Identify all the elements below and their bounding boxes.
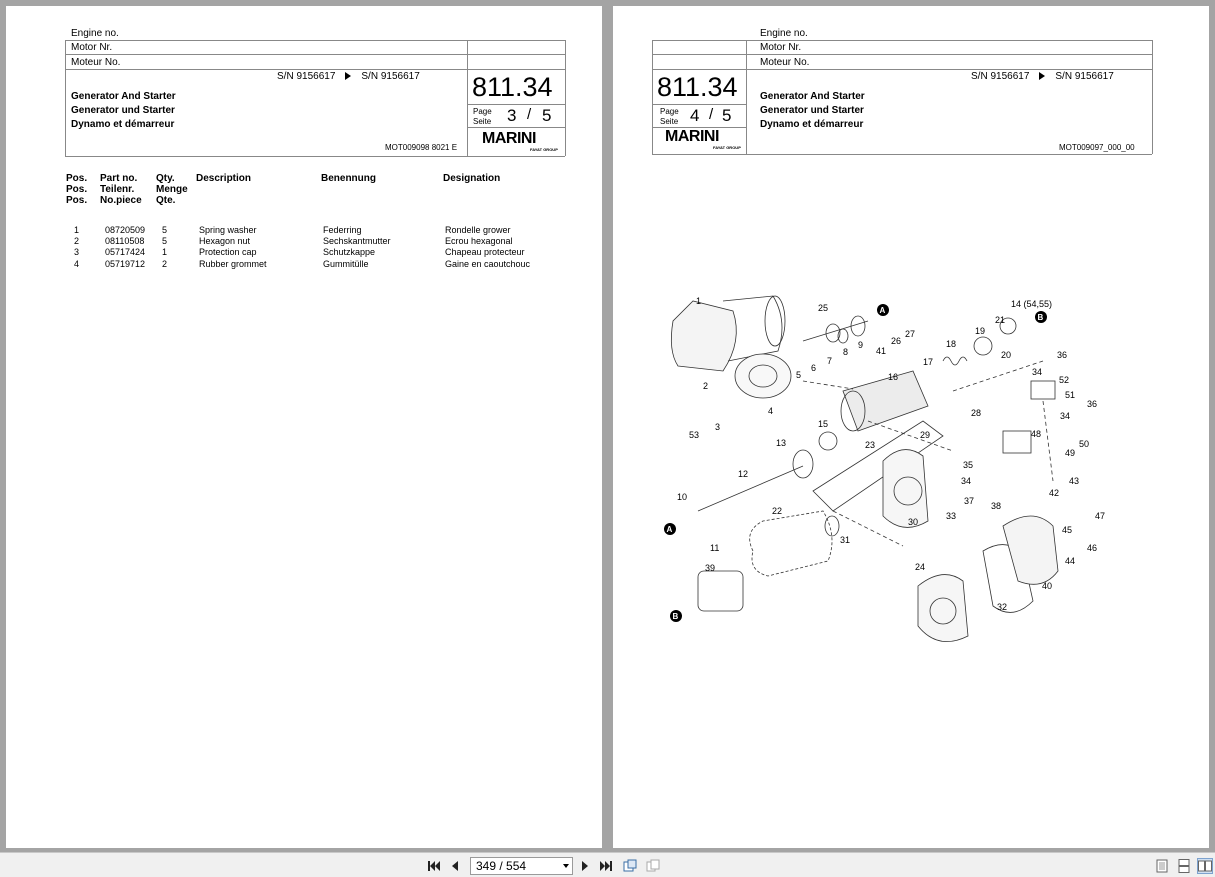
diagram-label: 18 xyxy=(946,339,957,349)
diagram-label: 24 xyxy=(915,562,926,572)
page-separator: / xyxy=(527,106,532,123)
title-de: Generator und Starter xyxy=(71,105,175,116)
diagram-label: 45 xyxy=(1062,525,1073,535)
viewer-toolbar xyxy=(0,852,1215,877)
diagram-label: 39 xyxy=(705,563,716,573)
serial-from: S/N 9156617 xyxy=(277,71,336,82)
diagram-label: 26 xyxy=(891,336,902,346)
diagram-label: 53 xyxy=(689,430,700,440)
diagram-label: 47 xyxy=(1095,511,1106,521)
col-designation: Designation xyxy=(443,173,501,184)
title-en: Generator And Starter xyxy=(71,91,176,102)
next-page-button[interactable] xyxy=(577,858,593,874)
col-part-no: Part no. Teilenr. No.piece xyxy=(100,173,142,206)
logo-subtitle: FAYAT GROUP xyxy=(530,147,558,152)
serial-to: S/N 9156617 xyxy=(1055,71,1114,82)
diagram-label: 22 xyxy=(772,506,783,516)
diagram-label: 43 xyxy=(1069,476,1080,486)
diagram-label: 29 xyxy=(920,430,931,440)
col-pos: Pos. Pos. Pos. xyxy=(66,173,88,206)
copy-button[interactable] xyxy=(645,858,661,874)
serial-range xyxy=(277,71,420,82)
col-description: Description xyxy=(196,173,252,184)
arrow-right-icon xyxy=(345,72,351,80)
diagram-label: 35 xyxy=(963,460,974,470)
moteur-no-label: Moteur No. xyxy=(71,57,121,68)
left-page: Engine no. Motor Nr. Moteur No. S/N 9156617 S/N 9156617 Generator And Starter Generator und Starter Dynamo et démarreur 811.34 Page Seite 3 / 5 MARINI FAYAT GROUP MOT009098 8021 E Pos. Pos. Pos. Part no. Teilenr. No.piece Qty. Menge Qte. Description Benennung Designation 1 08720509 5 Spring washer Federring Rondelle grower 2 08110508 5 Hexagon nut Sechskantmutter Ecrou hexagonal 3 05717424 1 Protection cap Schutzkappe Chapeau protecteur 4 05719712 2 Rubber grommet Gummitülle Gaine en caoutchouc xyxy=(6,6,602,848)
diagram-label: 27 xyxy=(905,329,916,339)
diagram-label: 34 xyxy=(1060,411,1071,421)
continuous-view-icon xyxy=(1178,859,1190,873)
diagram-label: 49 xyxy=(1065,448,1076,458)
diagram-label: 38 xyxy=(991,501,1002,511)
two-page-view-button[interactable] xyxy=(1197,858,1213,874)
last-page-icon xyxy=(599,860,613,872)
page-total: 5 xyxy=(542,106,552,125)
title-de: Generator und Starter xyxy=(760,105,864,116)
engine-no-label: Engine no. xyxy=(760,28,808,39)
diagram-label: 15 xyxy=(818,419,829,429)
diagram-label: 34 xyxy=(1032,367,1043,377)
diagram-label: 16 xyxy=(888,372,899,382)
diagram-label: 9 xyxy=(858,340,864,350)
diagram-label: 31 xyxy=(840,535,851,545)
section-number: 811.34 xyxy=(472,72,553,102)
diagram-label: 44 xyxy=(1065,556,1076,566)
page-separator: / xyxy=(709,106,714,123)
diagram-label: 33 xyxy=(946,511,957,521)
arrow-right-icon xyxy=(1039,72,1045,80)
diagram-label: 3 xyxy=(715,422,721,432)
rotate-icon xyxy=(622,859,638,873)
single-page-view-icon xyxy=(1156,859,1168,873)
diagram-label: A xyxy=(879,306,886,315)
page-label: Page xyxy=(660,107,679,116)
motor-nr-label: Motor Nr. xyxy=(760,42,802,53)
diagram-label: 1 xyxy=(696,296,702,306)
title-fr: Dynamo et démarreur xyxy=(71,119,175,130)
diagram-label: 34 xyxy=(961,476,972,486)
serial-range xyxy=(971,71,1114,82)
seite-label: Seite xyxy=(473,117,492,126)
prev-page-button[interactable] xyxy=(447,858,463,874)
diagram-label: 4 xyxy=(768,406,774,416)
diagram-label: 50 xyxy=(1079,439,1090,449)
diagram-label: 28 xyxy=(971,408,982,418)
prev-page-icon xyxy=(450,860,460,872)
diagram-label: 41 xyxy=(876,346,887,356)
page-total: 5 xyxy=(722,106,732,125)
diagram-label: B xyxy=(1037,313,1044,322)
diagram-label: 37 xyxy=(964,496,975,506)
page-indicator-text: 349 / 554 xyxy=(476,859,527,873)
diagram-label: 7 xyxy=(827,356,833,366)
page-current: 3 xyxy=(507,106,517,125)
diagram-label: B xyxy=(672,612,679,621)
moteur-no-label: Moteur No. xyxy=(760,57,810,68)
diagram-label: 46 xyxy=(1087,543,1098,553)
section-number: 811.34 xyxy=(657,72,738,102)
title-fr: Dynamo et démarreur xyxy=(760,119,864,130)
diagram-label: 32 xyxy=(997,602,1008,612)
rotate-button[interactable] xyxy=(622,858,638,874)
diagram-label: 36 xyxy=(1087,399,1098,409)
diagram-label: 2 xyxy=(703,381,709,391)
diagram-label: A xyxy=(666,525,673,534)
diagram-label: 11 xyxy=(710,543,720,553)
two-page-view-icon xyxy=(1198,860,1212,872)
diagram-label: 17 xyxy=(923,357,934,367)
first-page-button[interactable] xyxy=(426,858,442,874)
col-benennung: Benennung xyxy=(321,173,376,184)
diagram-label: 14 (54,55) xyxy=(1011,299,1053,309)
doc-code: MOT009097_000_00 xyxy=(1059,143,1135,152)
diagram-label: 19 xyxy=(975,326,986,336)
diagram-label: 23 xyxy=(865,440,876,450)
diagram-label: 52 xyxy=(1059,375,1070,385)
diagram-label: 25 xyxy=(818,303,829,313)
seite-label: Seite xyxy=(660,117,679,126)
diagram-label: 51 xyxy=(1065,390,1076,400)
single-page-view-button[interactable] xyxy=(1154,858,1170,874)
col-qty: Qty. Menge Qte. xyxy=(156,173,188,206)
page-number-input[interactable] xyxy=(470,857,573,875)
diagram-label: 40 xyxy=(1042,581,1053,591)
diagram-label: 36 xyxy=(1057,350,1068,360)
engine-no-label: Engine no. xyxy=(71,28,119,39)
exploded-parts-diagram xyxy=(653,281,1123,651)
title-en: Generator And Starter xyxy=(760,91,865,102)
marini-logo: MARINI xyxy=(665,128,719,145)
first-page-icon xyxy=(427,860,441,872)
last-page-button[interactable] xyxy=(598,858,614,874)
diagram-label: 13 xyxy=(776,438,787,448)
serial-to: S/N 9156617 xyxy=(361,71,420,82)
diagram-label: 6 xyxy=(811,363,817,373)
diagram-label: 12 xyxy=(738,469,749,479)
motor-nr-label: Motor Nr. xyxy=(71,42,113,53)
page-current: 4 xyxy=(690,106,700,125)
diagram-label: 48 xyxy=(1031,429,1042,439)
diagram-label: 30 xyxy=(908,517,919,527)
doc-code: MOT009098 8021 E xyxy=(385,143,458,152)
diagram-label: 10 xyxy=(677,492,688,502)
diagram-label: 8 xyxy=(843,347,849,357)
right-page xyxy=(613,6,1209,848)
diagram-label: 20 xyxy=(1001,350,1012,360)
diagram-label: 5 xyxy=(796,370,802,380)
chevron-down-icon xyxy=(563,864,569,868)
next-page-icon xyxy=(580,860,590,872)
continuous-view-button[interactable] xyxy=(1176,858,1192,874)
serial-from: S/N 9156617 xyxy=(971,71,1030,82)
marini-logo: MARINI xyxy=(482,130,536,147)
diagram-label: 21 xyxy=(995,315,1006,325)
diagram-label: 42 xyxy=(1049,488,1060,498)
page-label: Page xyxy=(473,107,492,116)
logo-subtitle: FAYAT GROUP xyxy=(713,145,741,150)
copy-icon xyxy=(645,859,661,873)
